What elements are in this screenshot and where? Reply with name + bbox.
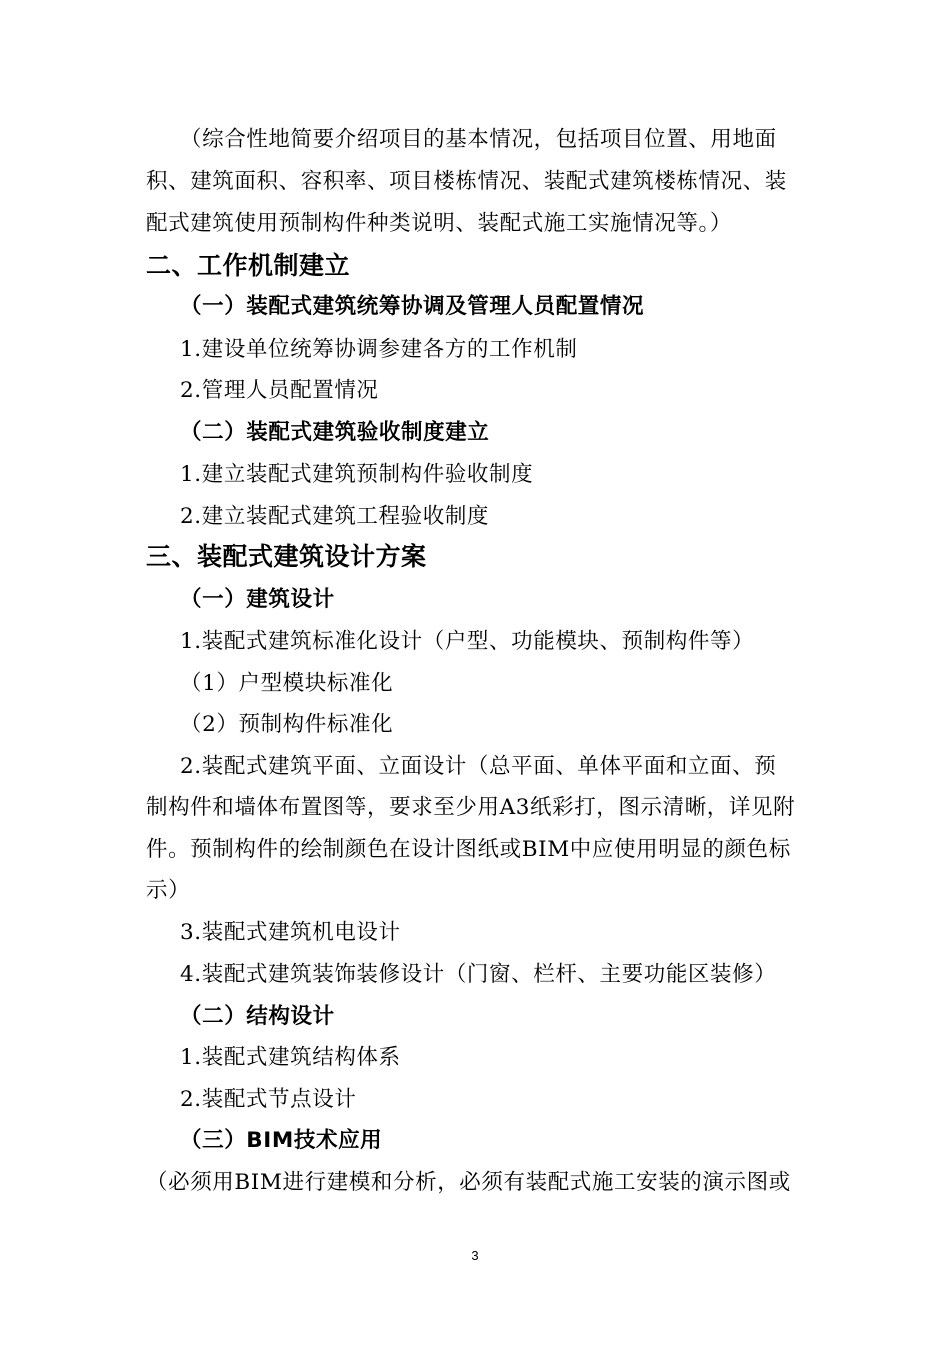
list-item-continuation: 制构件和墙体布置图等，要求至少用A3纸彩打，图示清晰，详见附 [146,795,796,820]
subsection-heading-3-2: （二）结构设计 [180,1004,335,1029]
list-item: 1.装配式建筑结构体系 [180,1045,401,1070]
list-item: 1.建立装配式建筑预制构件验收制度 [180,462,534,487]
list-item: 2.装配式建筑平面、立面设计（总平面、单体平面和立面、预 [180,754,777,779]
list-item: 4.装配式建筑装饰装修设计（门窗、栏杆、主要功能区装修） [180,962,777,987]
intro-line-1: （综合性地简要介绍项目的基本情况，包括项目位置、用地面 [180,127,777,152]
list-item: （1）户型模块标准化 [180,671,394,696]
list-item: 2.建立装配式建筑工程验收制度 [180,504,490,529]
intro-line-2: 积、建筑面积、容积率、项目楼栋情况、装配式建筑楼栋情况、装 [146,169,787,194]
paragraph: （必须用BIM进行建模和分析，必须有装配式施工安装的演示图或 [146,1170,791,1195]
list-item: 2.装配式节点设计 [180,1087,357,1112]
list-item: 1.建设单位统筹协调参建各方的工作机制 [180,337,578,362]
list-item: （2）预制构件标准化 [180,712,394,737]
list-item-continuation: 示） [146,878,191,903]
page-number: 3 [471,1248,479,1263]
list-item: 2.管理人员配置情况 [180,378,379,403]
section-heading-2: 二、工作机制建立 [146,251,351,280]
subsection-heading-3-1: （一）建筑设计 [180,587,335,612]
subsection-heading-2-2: （二）装配式建筑验收制度建立 [180,420,490,445]
list-item: 3.装配式建筑机电设计 [180,920,401,945]
intro-line-3: 配式建筑使用预制构件种类说明、装配式施工实施情况等。） [146,211,732,236]
list-item: 1.装配式建筑标准化设计（户型、功能模块、预制构件等） [180,629,755,654]
list-item-continuation: 件。预制构件的绘制颜色在设计图纸或BIM中应使用明显的颜色标 [146,837,791,862]
section-heading-3: 三、装配式建筑设计方案 [146,542,427,571]
subsection-heading-3-3: （三）BIM技术应用 [180,1128,383,1153]
subsection-heading-2-1: （一）装配式建筑统筹协调及管理人员配置情况 [180,294,645,319]
